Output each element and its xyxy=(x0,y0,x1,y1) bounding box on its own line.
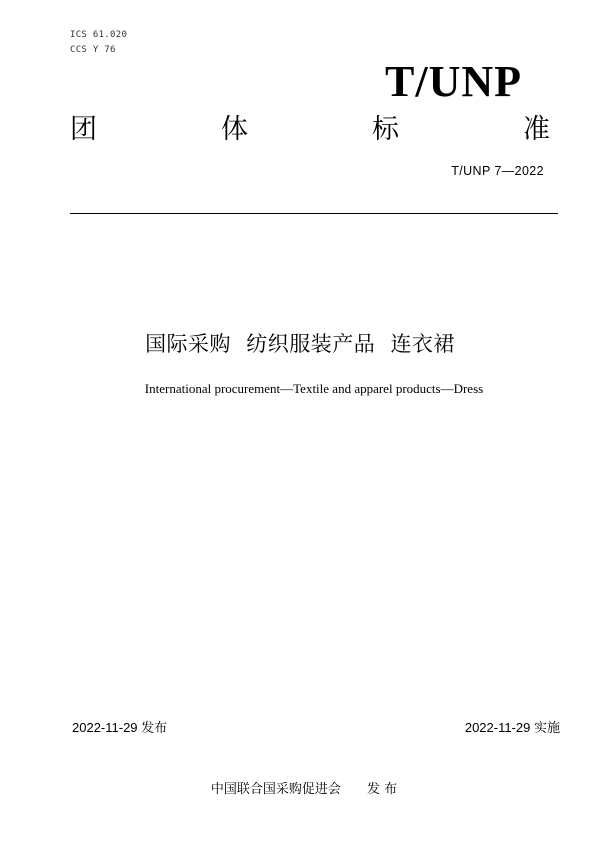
standard-type-char: 标 xyxy=(372,114,399,145)
publisher-line xyxy=(0,778,600,797)
title-part: 纺织服装产品 xyxy=(246,332,376,356)
standard-code: T/UNP 7—2022 xyxy=(451,164,544,178)
document-title-cn xyxy=(0,328,600,358)
implementation-date: 2022-11-29 实施 xyxy=(464,720,560,735)
standard-type-char: 团 xyxy=(70,114,97,145)
ccs-code: CCS Y 76 xyxy=(70,45,116,55)
standard-logo: T/UNP xyxy=(385,57,522,106)
document-title-en: International procurement—Textile and apparel products—Dress xyxy=(144,381,484,396)
header-divider xyxy=(70,213,558,214)
title-part: 连衣裙 xyxy=(390,332,455,356)
publish-action: 发 布 xyxy=(366,782,398,797)
standard-type-char: 体 xyxy=(221,114,248,145)
ics-code: ICS 61.020 xyxy=(70,30,128,40)
issue-date: 2022-11-29 发布 xyxy=(72,720,168,735)
title-part: 国际采购 xyxy=(145,332,232,356)
publisher-name: 中国联合国采购促进会 xyxy=(210,782,341,797)
standard-type-char: 准 xyxy=(523,114,550,145)
standard-type xyxy=(70,116,550,143)
